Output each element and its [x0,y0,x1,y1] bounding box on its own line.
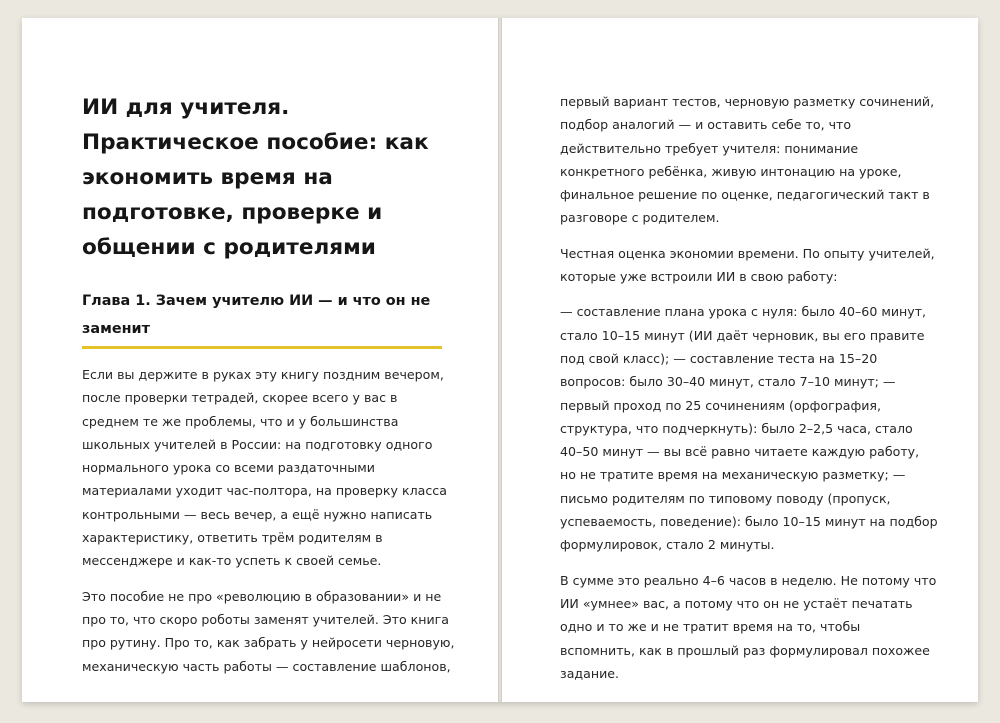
book-title: ИИ для учителя. Практическое пособие: как экономить время на подготовке, проверке и общении с родителями [82,95,429,260]
body-paragraph: Если вы держите в руках эту книгу поздним вечером, после проверки тетрадей, скорее всего у вас в среднем те же проблемы, что и у большинства школьных учителей в России: на подготовку одного нормального урока со всеми раздаточными материалами уходит час-полтора, на проверку класса контрольными — весь вечер, а ещё нужно написать характеристику, ответить трём родителям в мессенджере и как-то успеть к своей семье. [82,367,447,569]
time-savings-list: — составление плана урока с нуля: было 40–60 минут, стало 10–15 минут (ИИ даёт черновик, вы его правите под свой класс); — составление теста на 15–20 вопросов: было 30–40 минут, стало 7–10 минут; — первый проход по 25 сочинениям (орфография, структура, что подчеркнуть): было 2–2,5 часа, стало 40–50 минут — вы всё равно читаете каждую работу, но не тратите время на механическую разметку; — письмо родителям по типовому поводу (пропуск, успеваемость, поведение): было 10–15 минут на подбор формулировок, стало 2 минуты. [560,304,938,553]
book-spread [22,18,978,702]
body-paragraph: Это пособие не про «революцию в образовании» и не про то, что скоро роботы заменят учителей. Это книга про рутину. Про то, как забрать у нейросети черновую, механическую часть работы — составление шаблонов, [82,588,455,674]
body-paragraph: первый вариант тестов, черновую разметку сочинений, подбор аналогий — и оставить себе то, что действительно требует учителя: понимание конкретного ребёнка, живую интонацию на уроке, финальное решение по оценке, педагогический такт в разговоре с родителем. [560,94,935,226]
left-page [22,18,498,702]
right-page [502,18,978,702]
body-paragraph: В сумме это реально 4–6 часов в неделю. Не потому что ИИ «умнее» вас, а потому что он не устаёт печатать одно и то же и не тратит время на то, чтобы вспомнить, как в прошлый раз формулировал похожее задание. [560,572,937,681]
body-paragraph: Честная оценка экономии времени. По опыту учителей, которые уже встроили ИИ в свою работу: [560,245,935,285]
chapter-heading: Глава 1. Зачем учителю ИИ — и что он не заменит [82,287,442,349]
